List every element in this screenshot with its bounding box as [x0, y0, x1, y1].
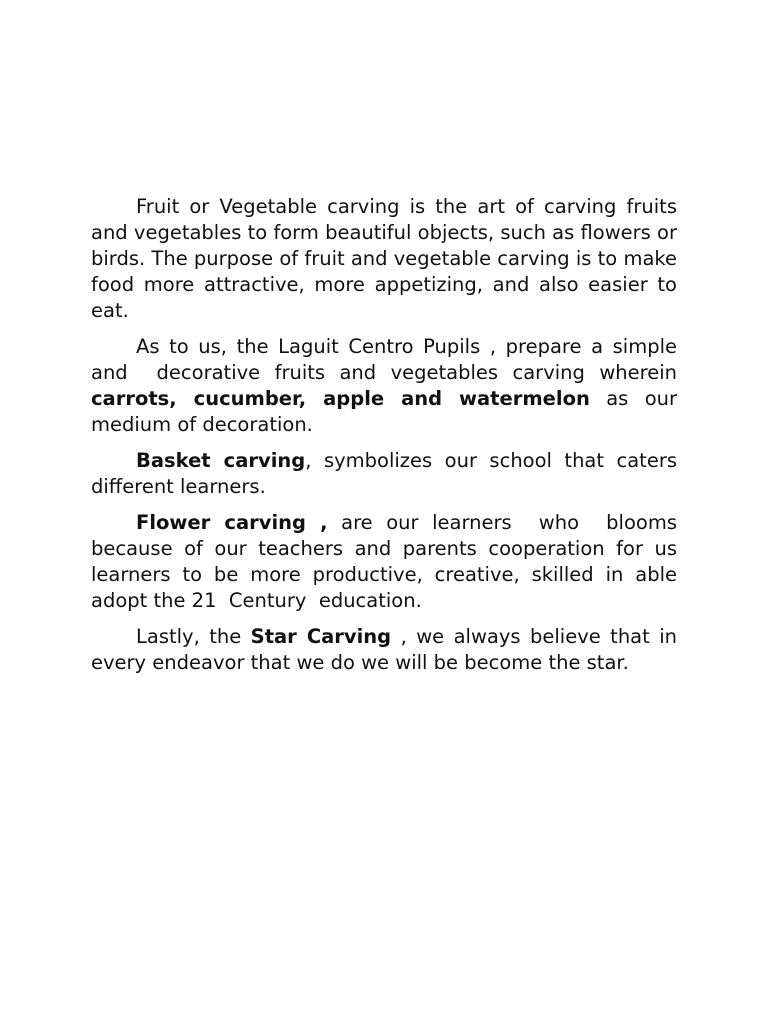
bold-materials: carrots, cucumber, apple and watermelon	[91, 387, 590, 410]
paragraph-flower	[91, 510, 684, 614]
paragraph-text: , we always believe that in every endeavor that we do we will be become the star.	[91, 625, 684, 674]
bold-flower-carving: Flower carving ,	[136, 511, 328, 534]
paragraph-text: as our medium of decoration.	[91, 387, 684, 436]
paragraph-materials	[91, 334, 684, 438]
bold-star-carving: Star Carving	[250, 625, 392, 648]
paragraph-text: Fruit or Vegetable carving is the art of carving fruits and vegetables to form beautiful objects, such as flowers or birds. The purpose of fruit and vegetable carving is to make food more attractive, more appetizing, and also easier to eat.	[91, 195, 684, 322]
paragraph-basket	[91, 448, 684, 500]
paragraph-star	[91, 624, 684, 676]
paragraph-text: are our learners who blooms because of our teachers and parents cooperation for us learners to be more productive, creative, skilled in able adopt the 21 Century education.	[91, 511, 684, 612]
document-body	[91, 194, 684, 686]
bold-basket-carving: Basket carving	[136, 449, 306, 472]
paragraph-text: , symbolizes our school that caters different learners.	[91, 449, 684, 498]
paragraph-intro	[91, 194, 684, 324]
paragraph-text: Lastly, the	[136, 625, 251, 648]
paragraph-text: As to us, the Laguit Centro Pupils , prepare a simple and decorative fruits and vegetables carving wherein	[91, 335, 684, 384]
